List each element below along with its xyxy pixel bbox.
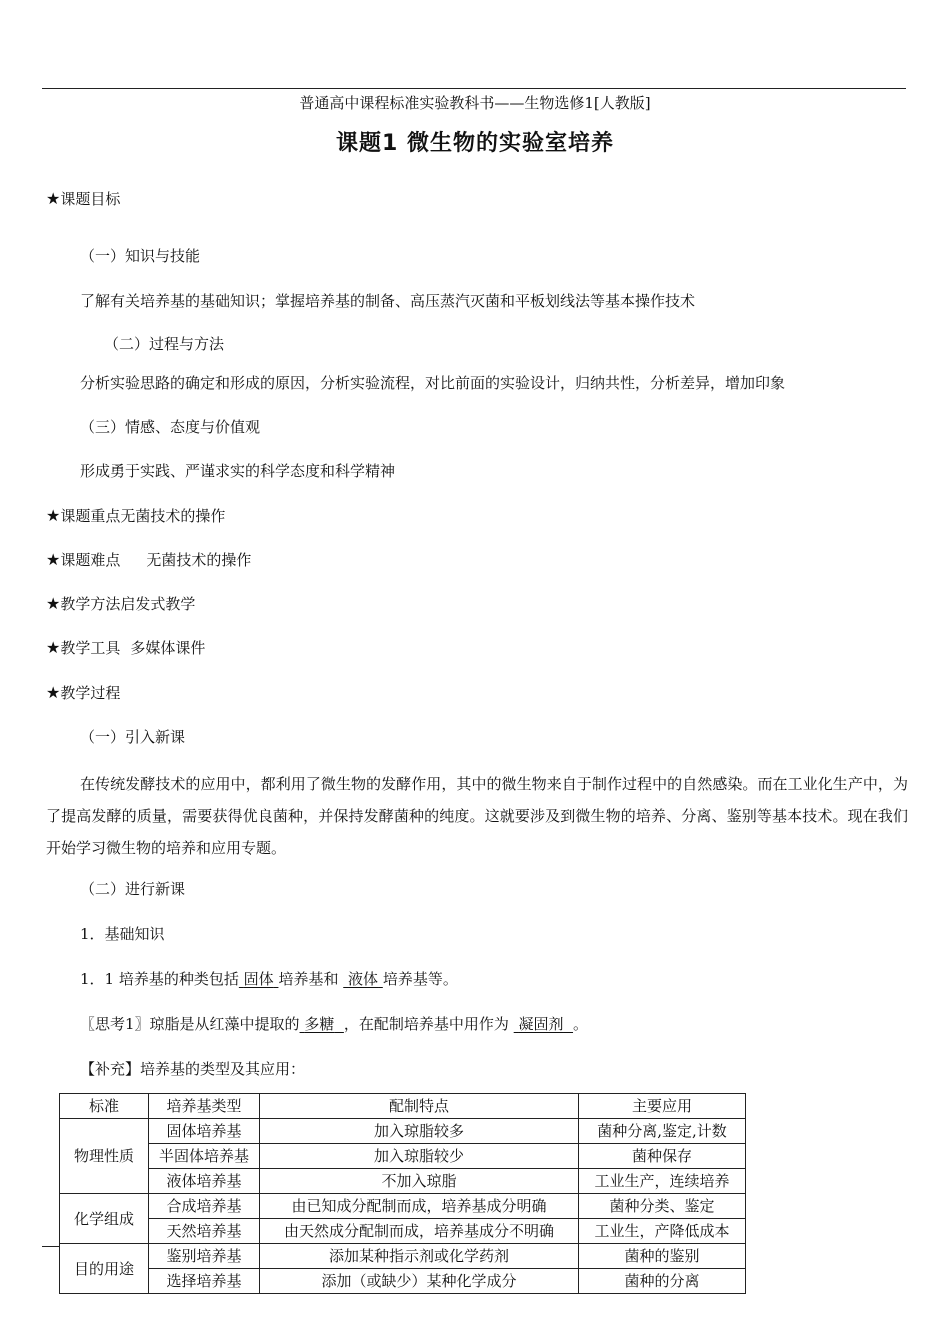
table-cell: 菌种的鉴别 xyxy=(579,1244,746,1269)
table-cell: 加入琼脂较多 xyxy=(260,1119,579,1144)
table-row xyxy=(60,1194,746,1219)
star-icon: ★ xyxy=(46,189,61,208)
page-header: 普通高中课程标准实验教科书——生物选修1[人教版] xyxy=(299,94,651,112)
think-question-1: 〖思考1〗琼脂是从红藻中提取的 多糖 ，在配制培养基中用作为 凝固剂 。 xyxy=(80,1015,589,1033)
goal-heading: ★课题目标 xyxy=(46,189,121,208)
table-cell: 菌种保存 xyxy=(579,1144,746,1169)
table-cell: 半固体培养基 xyxy=(149,1144,260,1169)
table-cell: 菌种分离,鉴定,计数 xyxy=(579,1119,746,1144)
basic-knowledge-label: 1．基础知识 xyxy=(80,925,165,943)
table-row xyxy=(60,1244,746,1269)
table-header: 标准 xyxy=(60,1094,149,1119)
table-cell: 菌种分类、鉴定 xyxy=(579,1194,746,1219)
new-lesson-label: （二）进行新课 xyxy=(80,880,186,898)
answer-blank: 液体 xyxy=(348,970,379,988)
table-cell: 合成培养基 xyxy=(149,1194,260,1219)
difficulty: ★课题难点 无菌技术的操作 xyxy=(46,550,252,569)
star-icon: ★ xyxy=(46,594,61,613)
table-cell: 由已知成分配制而成，培养基成分明确 xyxy=(260,1194,579,1219)
table-cell: 天然培养基 xyxy=(149,1219,260,1244)
answer-blank: 多糖 xyxy=(304,1015,335,1033)
answer-blank: 固体 xyxy=(243,970,274,988)
table-header: 培养基类型 xyxy=(149,1094,260,1119)
teaching-tool: ★教学工具 多媒体课件 xyxy=(46,638,206,657)
group-cell: 目的用途 xyxy=(60,1244,149,1294)
table-row xyxy=(60,1119,746,1144)
knowledge-label: （一）知识与技能 xyxy=(80,247,201,265)
process-method-label: （二）过程与方法 xyxy=(104,335,225,353)
table-cell: 由天然成分配制而成，培养基成分不明确 xyxy=(260,1219,579,1244)
table-row xyxy=(60,1144,746,1169)
footnote-rule xyxy=(42,1246,60,1247)
table-cell: 添加（或缺少）某种化学成分 xyxy=(260,1269,579,1294)
table-cell: 菌种的分离 xyxy=(579,1269,746,1294)
star-icon: ★ xyxy=(46,638,61,657)
table-cell: 工业生，产降低成本 xyxy=(579,1219,746,1244)
table-cell: 鉴别培养基 xyxy=(149,1244,260,1269)
table-cell: 加入琼脂较少 xyxy=(260,1144,579,1169)
process-method-text: 分析实验思路的确定和形成的原因，分析实验流程，对比前面的实验设计，归纳共性，分析差异，增加印象 xyxy=(80,374,786,392)
answer-blank: 凝固剂 xyxy=(518,1015,564,1033)
star-icon: ★ xyxy=(46,683,61,702)
teaching-process: ★教学过程 xyxy=(46,683,121,702)
teaching-method: ★教学方法启发式教学 xyxy=(46,594,196,613)
table-cell: 不加入琼脂 xyxy=(260,1169,579,1194)
table-row xyxy=(60,1169,746,1194)
star-icon: ★ xyxy=(46,550,61,569)
attitude-label: （三）情感、态度与价值观 xyxy=(80,418,261,436)
page-title: 课题1 微生物的实验室培养 xyxy=(336,131,614,156)
table-row xyxy=(60,1269,746,1294)
key-point: ★课题重点无菌技术的操作 xyxy=(46,506,226,525)
star-icon: ★ xyxy=(46,506,61,525)
knowledge-text: 了解有关培养基的基础知识；掌握培养基的制备、高压蒸汽灭菌和平板划线法等基本操作技术 xyxy=(80,292,696,310)
attitude-text: 形成勇于实践、严谨求实的科学态度和科学精神 xyxy=(80,462,396,480)
table-header: 主要应用 xyxy=(579,1094,746,1119)
table-cell: 添加某种指示剂或化学药剂 xyxy=(260,1244,579,1269)
intro-paragraph: 在传统发酵技术的应用中，都利用了微生物的发酵作用，其中的微生物来自于制作过程中的自然感染。而在工业化生产中，为了提高发酵的质量，需要获得优良菌种，并保持发酵菌种的纯度。这就要涉及到微生物的培养、分离、鉴别等基本技术。现在我们开始学习微生物的培养和应用专题。 xyxy=(46,775,908,857)
group-cell: 化学组成 xyxy=(60,1194,149,1244)
table-cell: 液体培养基 xyxy=(149,1169,260,1194)
medium-types-table xyxy=(59,1093,746,1294)
question-1-1: 1．1 培养基的种类包括 固体 培养基和 液体 培养基等。 xyxy=(80,970,458,988)
intro-label: （一）引入新课 xyxy=(80,728,186,746)
group-cell: 物理性质 xyxy=(60,1119,149,1194)
header-rule xyxy=(42,88,906,89)
table-header: 配制特点 xyxy=(260,1094,579,1119)
table-cell: 固体培养基 xyxy=(149,1119,260,1144)
supplement-heading: 【补充】培养基的类型及其应用： xyxy=(80,1060,306,1078)
table-cell: 工业生产，连续培养 xyxy=(579,1169,746,1194)
table-header-row xyxy=(60,1094,746,1119)
table-cell: 选择培养基 xyxy=(149,1269,260,1294)
table-row xyxy=(60,1219,746,1244)
